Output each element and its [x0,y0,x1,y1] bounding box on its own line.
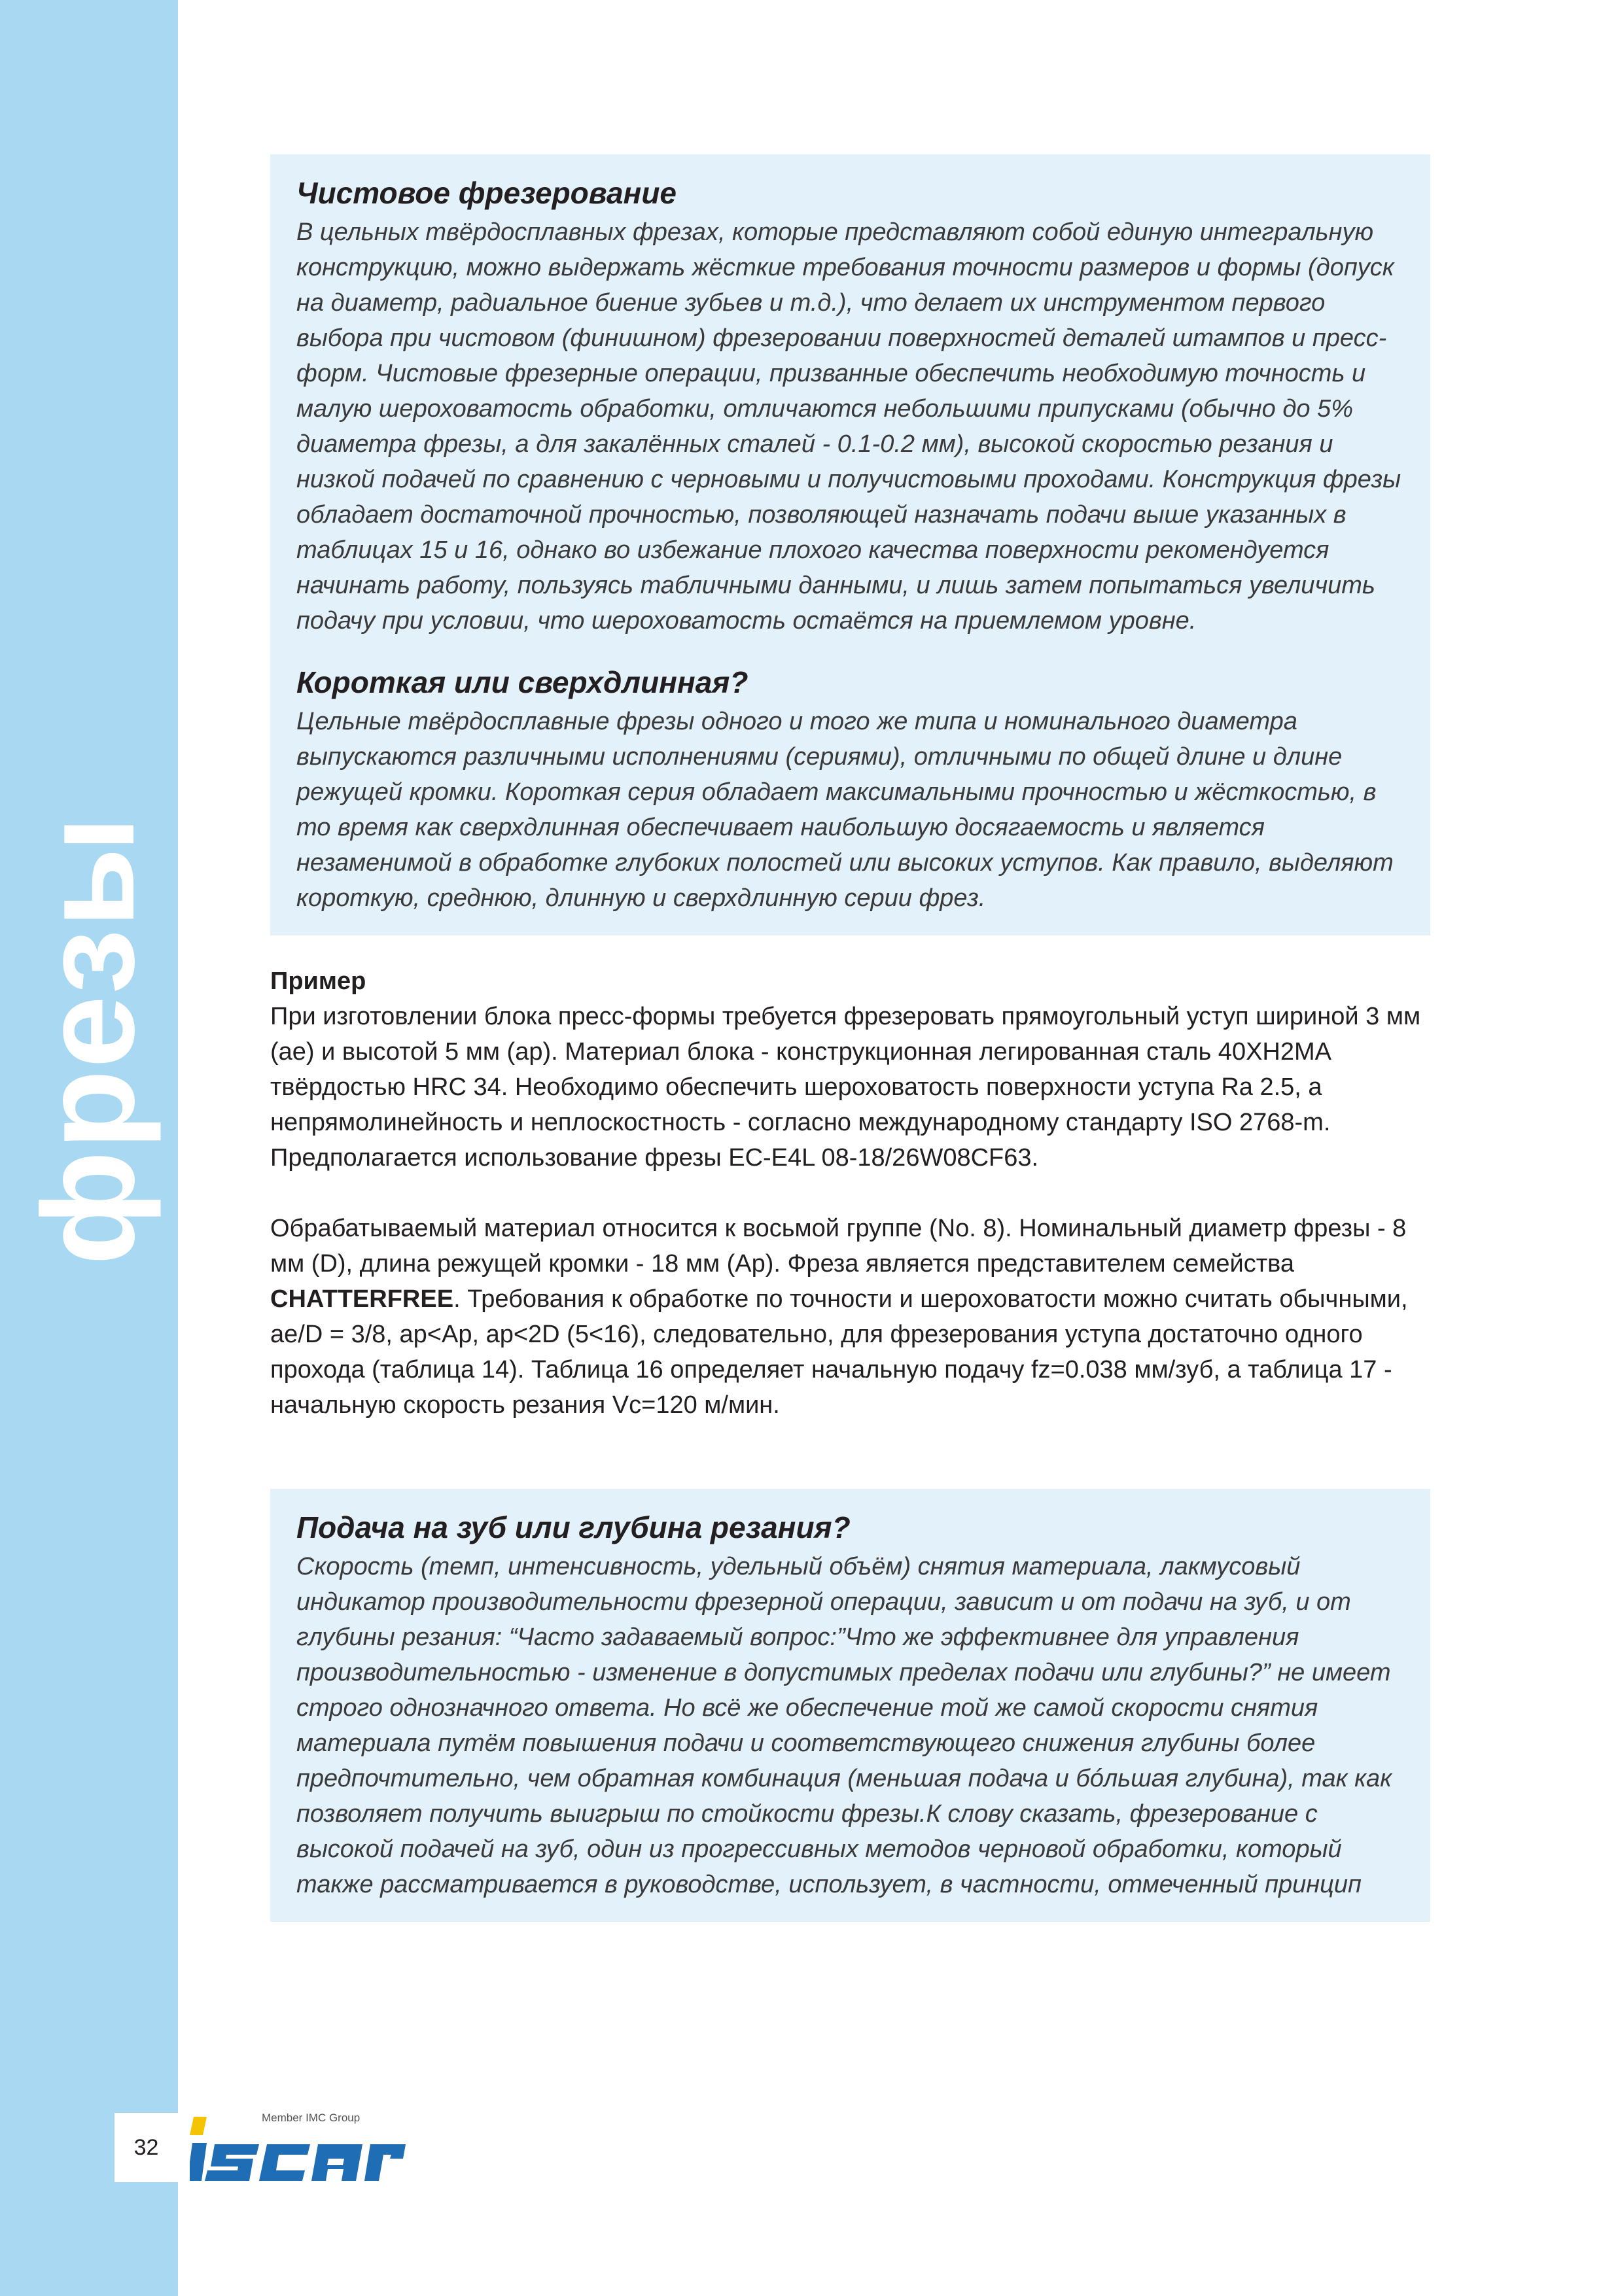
iscar-logo [190,2110,406,2186]
example-heading: Пример [270,967,366,995]
page-number-box [114,2113,178,2182]
heading-short-or-extra-long: Короткая или сверхдлинная? [296,665,748,699]
info-box-finishing [270,154,1430,935]
page-number: 32 [133,2134,159,2160]
paragraph-finishing-milling: В цельных твёрдосплавных фрезах, которые представляют собой единую интегральную конструкцию, можно выдержать жёсткие требования точности размеров и формы (допуск на диаметр, радиальное биение зубьев и т.д.), что делает их инструментом первого выбора при чистовом (финишном) фрезеровании поверхностей деталей штампов и пресс-форм. Чистовые фрезерные операции, призванные обеспечить необходимую точность и малую шероховатость обработки, отличаются небольшими припусками (обычно до 5% диаметра фрезы, а для закалённых сталей - 0.1-0.2 мм), высокой скоростью резания и низкой подачей по сравнению с черновыми и получистовыми проходами. Конструкция фрезы обладает достаточной прочностью, позволяющей назначать подачи выше указанных в таблицах 15 и 16, однако во избежание плохого качества поверхности рекомендуется начинать работу, пользуясь табличными данными, и лишь затем попытаться увеличить подачу при условии, что шероховатость остаётся на приемлемом уровне. [296,218,1401,635]
logo-tagline: Member IMC Group [262,2112,361,2124]
brand-chatterfree: CHATTERFREE [270,1285,454,1313]
example-section [270,964,1430,1423]
example-paragraph-2-end: . Требования к обработке по точности и шероховатости можно считать обычными, ae/D = 3/8, ap<Ap, ap<2D (5<16), следовательно, для фрезерования уступа достаточно одного прохода (таблица 14). Таблица 16 определяет начальную подачу fz=0.038 мм/зуб, а таблица 17 - начальную скорость резания Vc=120 м/мин. [270,1285,1408,1419]
example-paragraph-1: При изготовлении блока пресс-формы требуется фрезеровать прямоугольный уступ шириной 3 мм (ae) и высотой 5 мм (ap). Материал блока - конструкционная легированная сталь 40ХН2МА твёрдостью HRC 34. Необходимо обеспечить шероховатость поверхности уступа Ra 2.5, а непрямолинейность и неплоскостность - согласно международному стандарту ISO 2768-m. Предполагается использование фрезы EC-E4L 08-18/26W08CF63. [270,1003,1421,1172]
example-paragraph-2-start: Обрабатываемый материал относится к восьмой группе (No. 8). Номинальный диаметр фрезы - 8 мм (D), длина режущей кромки - 18 мм (Ap). Фреза является представителем семейства [270,1215,1407,1278]
info-box-feed-or-depth [270,1489,1430,1922]
example-paragraph-2 [270,1211,1430,1423]
section-title: фрезы [16,814,162,1266]
sidebar [0,0,178,2296]
heading-finishing-milling: Чистовое фрезерование [296,176,677,210]
iscar-logo-icon [190,2110,406,2186]
heading-feed-or-depth: Подача на зуб или глубина резания? [296,1510,851,1544]
paragraph-feed-or-depth: Скорость (темп, интенсивность, удельный объём) снятия материала, лакмусовый индикатор производительности фрезерной операции, зависит и от подачи на зуб, и от глубины резания: “Часто задаваемый вопрос:”Что же эффективнее для управления производительностью - изменение в допустимых пределах подачи или глубины?” не имеет строго однозначного ответа. Но всё же обеспечение той же самой скорости снятия материала путём повышения подачи и соответствующего снижения глубины более предпочтительно, чем обратная комбинация (меньшая подача и бóльшая глубина), так как позволяет получить выигрыш по стойкости фрезы.К слову сказать, фрезерование с высокой подачей на зуб, один из прогрессивных методов черновой обработки, который также рассматривается в руководстве, использует, в частности, отмеченный принцип [296,1553,1392,1898]
paragraph-short-or-extra-long: Цельные твёрдосплавные фрезы одного и того же типа и номинального диаметра выпускаются различными исполнениями (сериями), отличными по общей длине и длине режущей кромки. Короткая серия обладает максимальными прочностью и жёсткостью, в то время как сверхдлинная обеспечивает наибольшую досягаемость и является незаменимой в обработке глубоких полостей или высоких уступов. Как правило, выделяют короткую, среднюю, длинную и сверхдлинную серии фрез. [296,708,1394,912]
